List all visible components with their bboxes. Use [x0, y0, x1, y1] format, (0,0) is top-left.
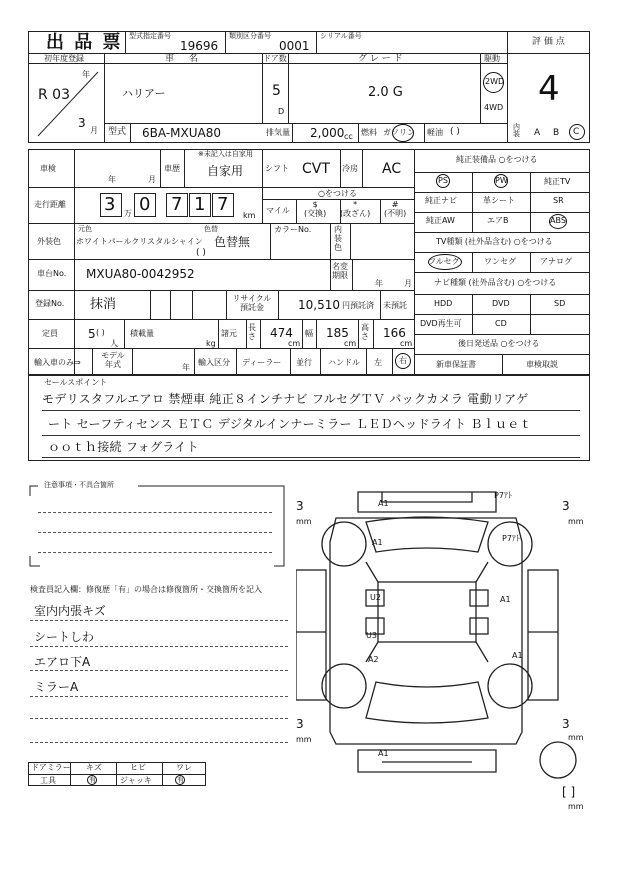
remark-4: ミラーA — [34, 680, 79, 694]
model-year-unit: 年 — [182, 363, 190, 372]
jack-mark: 有 — [177, 776, 184, 784]
length-unit: cm — [288, 339, 301, 348]
equip-sr: SR — [553, 196, 564, 205]
year-unit: 年 — [82, 70, 90, 79]
tire-depth-unit: mm — [296, 517, 312, 526]
doors-type: D — [278, 107, 285, 116]
navi-dvd-play: DVD再生可 — [420, 319, 462, 328]
diagram-mark: P7ｱﾄ — [494, 491, 512, 500]
caution-bracket — [26, 482, 290, 568]
tire-depth-unit: mm — [568, 517, 584, 526]
history-value: 自家用 — [207, 164, 244, 178]
dims-label: 諸元 — [221, 329, 237, 338]
grade-label: グ レ ー ド — [358, 54, 403, 64]
left-label: 左 — [374, 358, 382, 367]
exchange-label: $ (交換) — [304, 200, 327, 218]
sales-underline — [42, 457, 580, 458]
history-label: 車歴 — [164, 164, 180, 173]
jack-label: ジャッキ — [120, 776, 152, 785]
deadline-day-unit: 月 — [404, 279, 412, 288]
equip-abs: ABS — [550, 216, 566, 225]
tools-header-crack: ヒビ — [130, 763, 146, 772]
drive-2wd: 2WD — [485, 77, 505, 86]
fuel-other: ( ) — [450, 127, 460, 137]
color-label: 外装色 — [37, 237, 61, 246]
navi-sd: SD — [554, 299, 566, 308]
width-unit: cm — [344, 339, 357, 348]
tools-header-scratch: キズ — [86, 763, 102, 772]
tools-header-break: ワレ — [176, 763, 192, 772]
caution-line — [38, 552, 272, 553]
remark-line — [30, 696, 288, 697]
first-reg-label: 初年度登録 — [44, 54, 84, 63]
displacement-value: 2,000 — [310, 126, 345, 140]
tv-analog: アナログ — [540, 257, 572, 266]
ac-label: 冷房 — [342, 164, 358, 173]
mileage-digit-3: 7 — [171, 194, 183, 215]
orig-color: ホワイトパールクリスタルシャイン — [76, 237, 203, 246]
length-label: 長さ — [248, 323, 256, 341]
shaken-label: 車検 — [40, 164, 56, 173]
unknown-label: # (不明) — [384, 200, 407, 218]
equip-ps: PS — [438, 176, 448, 185]
color-no-label: カラーNo. — [274, 225, 312, 234]
capacity-unit: 人 — [110, 339, 118, 348]
later-title: 後日発送品 ○をつける — [458, 339, 540, 348]
tool-mark: 有 — [89, 776, 96, 784]
ac-value: AC — [382, 161, 402, 177]
shift-label: シフト — [265, 164, 289, 173]
length-value: 474 — [270, 326, 293, 340]
height-value: 166 — [383, 326, 406, 340]
first-reg-year: R 03 — [38, 87, 70, 103]
deadline-year-unit: 年 — [375, 279, 383, 288]
chassis-label: 車台No. — [37, 269, 67, 278]
paint-value: 色替無 — [214, 235, 251, 249]
capacity-label: 定員 — [42, 329, 58, 338]
km-unit: km — [243, 211, 256, 220]
car-damage-diagram — [296, 482, 596, 812]
model-year-label: モデル年式 — [101, 351, 125, 369]
car-name-label: 車 名 — [165, 54, 204, 64]
remark-line — [30, 670, 288, 671]
model-value: 6BA-MXUA80 — [142, 126, 221, 140]
first-reg-month: 3 — [78, 116, 86, 130]
equip-leather: 革シート — [483, 196, 515, 205]
remark-1: 室内内張キズ — [34, 604, 106, 618]
shaken-note: ※未記入は自家用 — [198, 150, 253, 158]
later-manual: 車検取説 — [526, 360, 558, 369]
score-label: 評 価 点 — [532, 37, 565, 47]
interior-label: 内装 — [513, 123, 520, 138]
sales-line-1: モデリスタフルエアロ 禁煙車 純正８インチナビ フルセグＴＶ バックカメラ 電動リアゲ — [42, 392, 529, 406]
mileage-label: 走行距離 — [34, 200, 66, 209]
reg-value: 抹消 — [90, 297, 117, 312]
height-unit: cm — [400, 339, 413, 348]
tamper-label: * (改ざん) — [340, 200, 371, 218]
displacement-unit: cc — [344, 132, 353, 141]
tire-depth-unit: mm — [568, 802, 584, 811]
tool-label: 工具 — [40, 776, 56, 785]
reg-label: 登録No. — [35, 299, 65, 308]
remark-line — [30, 718, 288, 719]
equip-pw: PW — [495, 176, 508, 185]
width-label: 幅 — [305, 329, 313, 338]
paint-paren: ( ) — [196, 248, 206, 258]
tire-depth-spare: [ ] — [562, 785, 576, 799]
category-no: 0001 — [279, 39, 310, 53]
light-oil-label: 軽油 — [427, 128, 443, 137]
load-unit: kg — [206, 339, 216, 348]
recycle-unit: 円預託済 — [342, 301, 374, 310]
circle-note: ○をつける — [318, 189, 357, 198]
recycle-value: 10,510 — [298, 298, 340, 312]
equip-navi: 純正ナビ — [425, 196, 457, 205]
mileage-digit-2: 0 — [139, 194, 151, 215]
load-label: 積載量 — [130, 329, 154, 338]
import-class-label: 輸入区分 — [198, 358, 230, 367]
man-unit: 万 — [124, 209, 132, 218]
sales-underline — [42, 410, 580, 411]
model-label: 型式 — [108, 127, 127, 137]
navi-title: ナビ種類 (社外品含む) ○をつける — [434, 278, 557, 287]
tv-fullseg: フルセグ — [428, 257, 460, 266]
mile-label: マイル — [266, 206, 290, 215]
mileage-digit-5: 7 — [217, 194, 229, 215]
equipment-title: 純正装備品 ○をつける — [456, 155, 538, 164]
diagram-mark: A1 — [512, 651, 523, 660]
tv-title: TV種類 (社外品含む) ○をつける — [436, 237, 553, 246]
deadline-label: 名変期限 — [332, 262, 348, 280]
fuel-value: ガソリン — [383, 128, 415, 137]
navi-cd: CD — [495, 319, 507, 328]
equip-tv: 純正TV — [544, 177, 571, 186]
equip-aw: 純正AW — [426, 216, 455, 225]
sales-label: セールスポイント — [44, 378, 108, 387]
navi-dvd: DVD — [492, 299, 510, 308]
sales-line-3: ｏｏｔｈ接続 フォグライト — [48, 440, 199, 454]
tire-depth-rear-right: 3 — [562, 717, 570, 731]
recycle-none: 未預託 — [383, 301, 407, 310]
diagram-mark: A1 — [500, 595, 511, 604]
tv-oneseg: ワンセグ — [484, 257, 516, 266]
height-label: 高さ — [361, 323, 369, 341]
parallel-label: 並行 — [296, 358, 312, 367]
shaken-year-unit: 年 — [108, 175, 116, 184]
displacement-label: 排気量 — [266, 128, 290, 137]
drive-label: 駆動 — [484, 54, 500, 63]
recycle-label: リサイクル預託金 — [232, 294, 272, 312]
doors-value: 5 — [272, 83, 281, 99]
grade-value: 2.0 G — [368, 85, 403, 100]
interior-grade-a: A — [534, 128, 541, 138]
remark-line — [30, 742, 288, 743]
equip-airbag: エアB — [487, 216, 509, 225]
handle-label: ハンドル — [328, 358, 360, 367]
remark-3: エアロ下A — [34, 655, 91, 669]
remark-line — [30, 646, 288, 647]
tire-depth-unit: mm — [568, 733, 584, 742]
tire-depth-rear-left: 3 — [296, 717, 304, 731]
page-title: 出 品 票 — [46, 32, 123, 53]
serial-label: シリアル番号 — [320, 32, 362, 40]
import-label: 輸入車のみ⇒ — [34, 358, 81, 367]
tools-header-mirror: ドアミラー — [31, 763, 71, 772]
drive-4wd: 4WD — [484, 103, 504, 112]
chassis-value: MXUA80-0042952 — [86, 267, 195, 281]
caution-line — [38, 532, 272, 533]
fuel-label: 燃料 — [361, 128, 377, 137]
diagram-mark: U2 — [370, 593, 381, 602]
shaken-month-unit: 月 — [148, 175, 156, 184]
diagram-mark: A2 — [368, 655, 379, 664]
model-cert-label: 型式指定番号 — [129, 32, 171, 40]
dealer-label: ディーラー — [242, 358, 282, 367]
sales-underline — [42, 435, 580, 436]
right-label: 右 — [399, 356, 407, 365]
interior-grade-b: B — [553, 128, 560, 138]
diagram-mark: A1 — [372, 538, 383, 547]
navi-hdd: HDD — [434, 299, 453, 308]
diagram-mark: A1 — [378, 749, 389, 758]
caution-label: 注意事項・不具合箇所 — [44, 481, 114, 489]
tire-depth-front-left: 3 — [296, 499, 304, 513]
interior-grade-c: C — [573, 127, 580, 137]
later-warranty: 新車保証書 — [436, 360, 476, 369]
shift-value: CVT — [302, 161, 330, 177]
capacity-value: 5 — [88, 327, 96, 341]
month-unit: 月 — [90, 126, 98, 135]
width-value: 185 — [326, 326, 349, 340]
caution-line — [38, 512, 272, 513]
sales-line-2: ート セーフティセンス ＥＴＣ デジタルインナーミラー ＬＥＤヘッドライト Ｂｌｕｅｔ — [48, 417, 532, 431]
mileage-digit-1: 3 — [104, 194, 116, 215]
score-value: 4 — [538, 69, 560, 109]
category-label: 類別区分番号 — [229, 32, 271, 40]
remark-line — [30, 620, 288, 621]
doors-label: ドア数 — [263, 54, 287, 63]
mileage-digit-4: 1 — [194, 194, 206, 215]
orig-color-label: 元色 — [78, 225, 92, 233]
inspector-label: 検査員記入欄：修復歴「有」の場合は修復箇所・交換箇所を記入 — [30, 585, 262, 594]
tire-depth-front-right: 3 — [562, 499, 570, 513]
diagram-mark: P7ｱﾄ — [502, 534, 520, 543]
car-name: ハリアー — [122, 87, 166, 100]
tire-depth-unit: mm — [296, 735, 312, 744]
diagram-mark: A1 — [378, 499, 389, 508]
model-cert-no: 19696 — [180, 39, 219, 53]
capacity-paren: ( ) — [96, 328, 105, 337]
diagram-mark: U3 — [366, 631, 377, 640]
remark-2: シートしわ — [34, 630, 95, 644]
paint-label: 色替 — [204, 225, 218, 233]
interior-color-label: 内装色 — [334, 225, 342, 252]
